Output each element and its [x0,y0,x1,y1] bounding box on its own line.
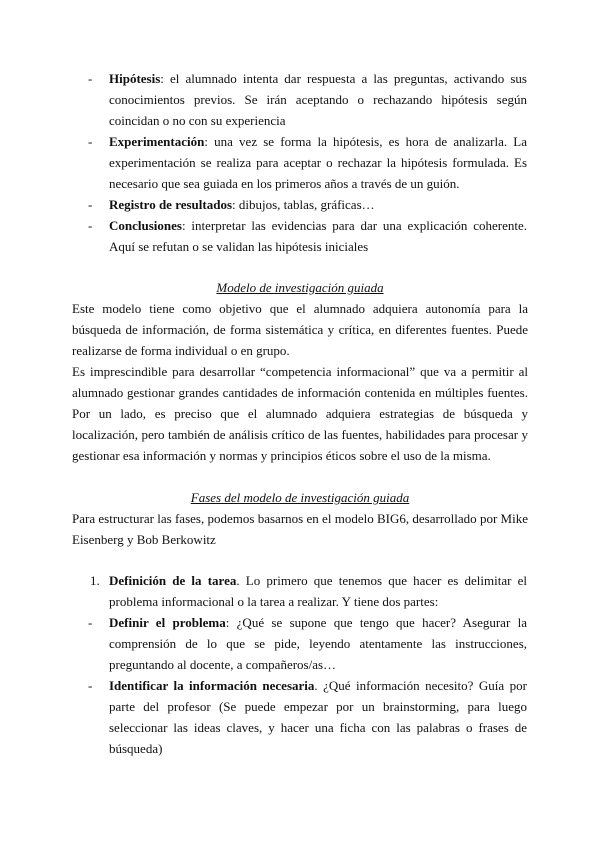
section-heading-fases: Fases del modelo de investigación guiada [190,490,410,505]
list-item-text: : interpretar las evidencias para dar una explicación coherente. Aquí se refutan o se validan las hipótesis iniciales [109,218,527,254]
list-item-term: Conclusiones [109,218,182,233]
bullet-dash: - [88,197,93,212]
list-item-term: Experimentación [109,134,205,149]
bullet-dash: - [88,218,93,233]
list-item-experimentacion [109,131,527,194]
bullet-dash: - [88,134,93,149]
list-item-term: Identificar la información necesaria [109,678,315,693]
numbered-item-definicion [109,570,527,612]
list-item-text: . ¿Qué información necesito? Guía por parte del profesor (Se puede empezar por un brainstorming, para luego seleccionar las ideas claves, y hacer una ficha con las palabras o frases de búsqueda) [109,678,527,756]
numbered-item-term: Definición de la tarea [109,573,237,588]
list-item-text: : dibujos, tablas, gráficas… [232,197,375,212]
paragraph-modelo-objetivo: Este modelo tiene como objetivo que el alumnado adquiera autonomía para la búsqueda de información, de forma sistemática y crítica, en diferentes fuentes. Puede realizarse de forma individual o en grupo. [72,301,528,358]
list-item-definir-problema [109,612,527,675]
numbered-item-text: . Lo primero que tenemos que hacer es delimitar el problema informacional o la tarea a realizar. Y tiene dos partes: [109,573,527,609]
list-item-registro [109,194,527,215]
list-item-term: Definir el problema [109,615,226,630]
list-item-term: Registro de resultados [109,197,233,212]
list-number: 1. [90,573,100,588]
list-item-hipotesis [109,68,527,131]
bullet-dash: - [88,71,93,86]
list-item-term: Hipótesis [109,71,161,86]
list-item-text: : una vez se forma la hipótesis, es hora de analizarla. La experimentación se realiza para aceptar o rechazar la hipótesis formulada. Es necesario que sea guiada en los primeros años a través de un guión. [109,134,527,191]
list-item-identificar-informacion [109,675,527,759]
paragraph-big6: Para estructurar las fases, podemos basarnos en el modelo BIG6, desarrollado por Mike Eisenberg y Bob Berkowitz [72,511,528,547]
section-heading-modelo: Modelo de investigación guiada [216,280,384,295]
paragraph-competencia: Es imprescindible para desarrollar “competencia informacional” que va a permitir al alumnado gestionar grandes cantidades de información contenida en múltiples fuentes. Por un lado, es preciso que el alumnado adquiera estrategias de búsqueda y localización, pero también de análisis crítico de las fuentes, habilidades para procesar y gestionar esa información y normas y principios éticos sobre el uso de la misma. [72,364,528,463]
list-item-text: : ¿Qué se supone que tengo que hacer? Asegurar la comprensión de lo que se pide, leyendo atentamente las instrucciones, preguntando al docente, a compañeros/as… [109,615,527,672]
list-item-conclusiones [109,215,527,257]
list-item-text: : el alumnado intenta dar respuesta a las preguntas, activando sus conocimientos previos. Se irán aceptando o rechazando hipótesis según coincidan o no con su experiencia [109,71,527,128]
bullet-dash: - [88,615,93,630]
bullet-dash: - [88,678,93,693]
